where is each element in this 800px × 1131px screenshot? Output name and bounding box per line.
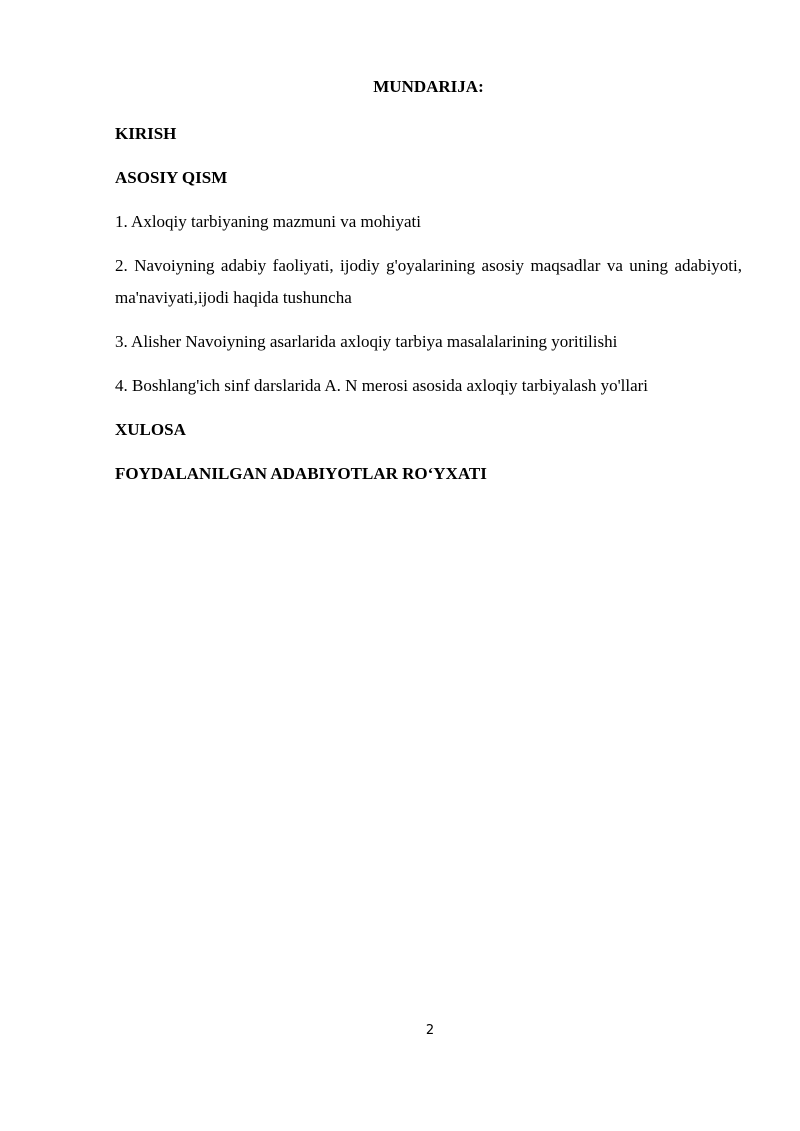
toc-entry-3: 3. Alisher Navoiyning asarlarida axloqiy tarbiya masalalarining yoritilishi — [115, 332, 618, 351]
toc-entry-1: 1. Axloqiy tarbiyaning mazmuni va mohiyati — [115, 212, 421, 231]
toc-entry-2: 2. Navoiyning adabiy faoliyati, ijodiy g'oyalarining asosiy maqsadlar va uning adabiyoti, ma'naviyati,ijodi haqida tushuncha — [115, 256, 742, 307]
toc-entry-asosiy-qism: ASOSIY QISM — [115, 168, 228, 187]
toc-entry-references: FOYDALANILGAN ADABIYOTLAR RO‘YXATI — [115, 464, 487, 483]
page-number: 2 — [425, 1023, 435, 1038]
toc-entry-kirish: KIRISH — [115, 124, 177, 143]
toc-title: MUNDARIJA: — [373, 77, 484, 96]
document-page — [115, 74, 742, 502]
toc-entry-xulosa: XULOSA — [115, 420, 186, 439]
toc-entry-4: 4. Boshlang'ich sinf darslarida A. N merosi asosida axloqiy tarbiyalash yo'llari — [115, 376, 649, 395]
